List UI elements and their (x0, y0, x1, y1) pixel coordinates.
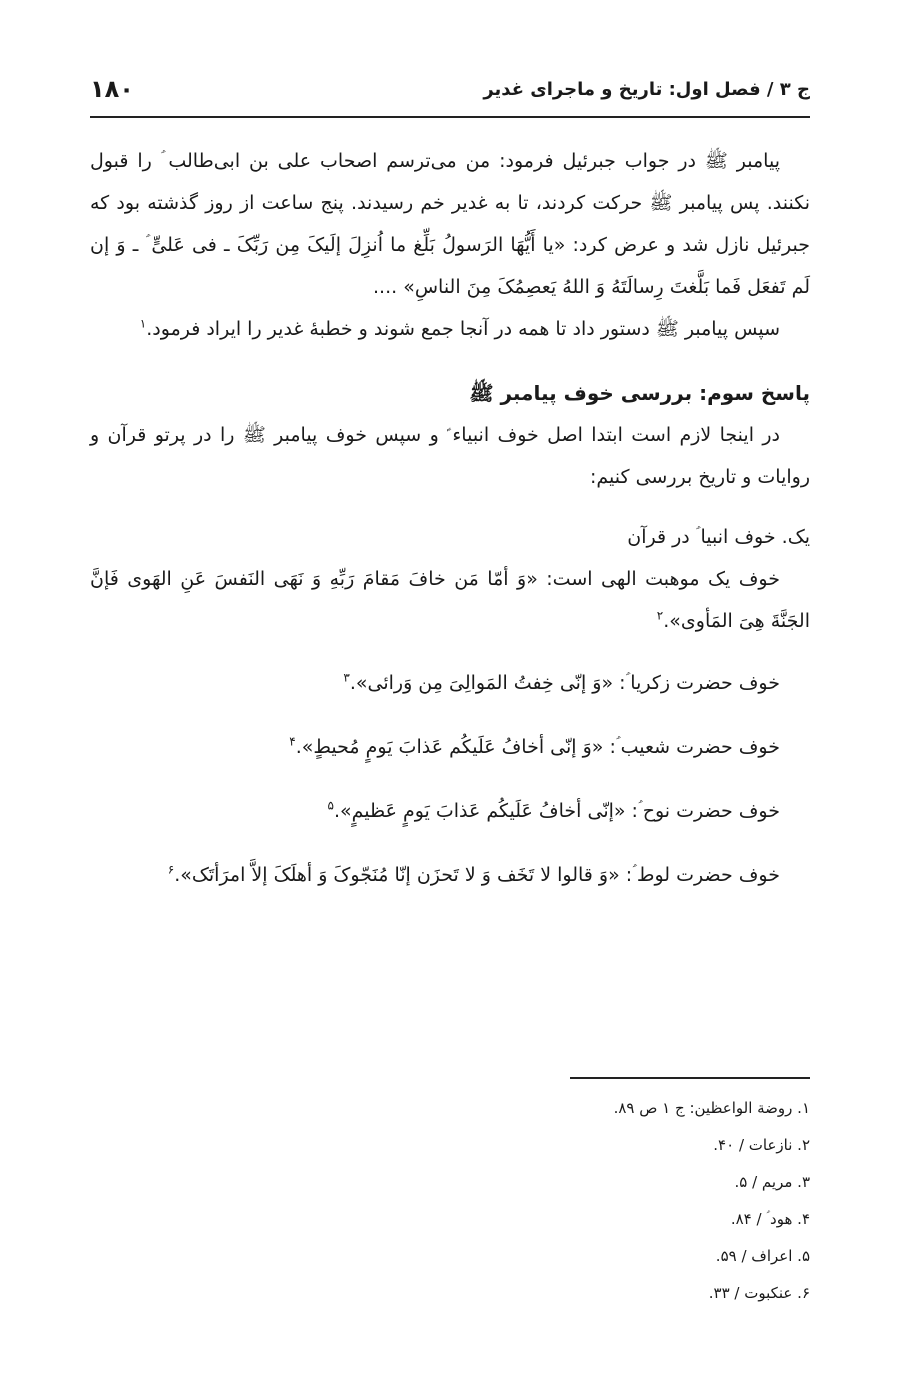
footnote-item: ۱. روضة الواعظین: ج ۱ ص ۸۹. (613, 1099, 810, 1117)
paragraph-3: در اینجا لازم است ابتدا اصل خوف انبیاء ؑ و سپس خوف پیامبر ﷺ را در پرتو قرآن و روایات و تاریخ بررسی کنیم: (90, 424, 810, 488)
page-number: ۱۸۰ (90, 75, 134, 103)
paragraph-1-text: پیامبر ﷺ در جواب جبرئیل فرمود: من می‌ترسم اصحاب علی بن ابی‌طالب ؑ را قبول نکنند. پس پیامبر ﷺ حرکت کردند، تا به غدیر خم رسیدند. پنج ساعت از روز گذشته بود که جبرئیل نازل شد و عرض کرد: «یا أَیُّهَا الرَسولُ بَلِّغ ما اُنزِلَ إلَیکَ مِن رَبِّکَ ـ فی عَلیٍّ ؑ ـ وَ إن لَم تَفعَل فَما بَلَّغتَ رِسالَتَهُ وَ اللهُ یَعصِمُکَ مِنَ الناسِ» .... (90, 150, 810, 298)
paragraph-2-text: سپس پیامبر ﷺ دستور داد تا همه در آنجا جمع شوند و خطبهٔ غدیر را ایراد فرمود. (146, 318, 780, 340)
paragraph-4-text: خوف یک موهبت الهی است: «وَ أمّا مَن خافَ مَقامَ رَبِّهِ وَ نَهَی النَفسَ عَنِ الهَوی فَإنَّ الجَنَّةَ هِیَ المَأوی». (90, 568, 810, 632)
verse-zakariya-text: خوف حضرت زکریا ؑ: «وَ إنّی خِفتُ المَوالِیَ مِن وَرائی». (349, 672, 780, 694)
verse-nuh (90, 790, 810, 832)
verse-lut-text: خوف حضرت لوط ؑ: «وَ قالوا لا تَخَف وَ لا تَحزَن إنّا مُنَجّوکَ وَ أهلَکَ إلاَّ امرَأتَک». (174, 864, 780, 886)
paragraph-1 (90, 140, 810, 308)
main-text (90, 140, 810, 896)
footnote-ref[interactable]: ۳ (343, 670, 350, 685)
paragraph-4 (90, 558, 810, 642)
verse-lut (90, 854, 810, 896)
footnote-item: ۳. مریم / ۵. (734, 1173, 810, 1191)
footnote-ref[interactable]: ۱ (139, 316, 147, 331)
running-title: ج ۳ / فصل اول: تاریخ و ماجرای غدیر (483, 78, 810, 100)
footnote-item: ۲. نازعات / ۴۰. (713, 1136, 810, 1154)
footnote-item: ۵. اعراف / ۵۹. (715, 1247, 810, 1265)
footnote-divider (570, 1077, 810, 1079)
verse-shuayb-text: خوف حضرت شعیب ؑ: «وَ إنّی أخافُ عَلَیکُم عَذابَ یَومٍ مُحیطٍ». (295, 736, 780, 758)
verse-shuayb (90, 726, 810, 768)
page-header (90, 70, 810, 108)
verse-nuh-text: خوف حضرت نوح ؑ: «إنّی أخافُ عَلَیکُم عَذابَ یَومٍ عَظیمٍ». (333, 800, 780, 822)
footnote-ref[interactable]: ۴ (289, 734, 296, 749)
header-divider (90, 116, 810, 118)
footnote-item: ۶. عنکبوت / ۳۳. (708, 1284, 810, 1302)
footnote-ref[interactable]: ۶ (167, 862, 175, 877)
footnote-ref[interactable]: ۲ (656, 608, 664, 623)
paragraph-2 (90, 308, 810, 350)
footnotes-list (410, 1090, 810, 1312)
footnote-ref[interactable]: ۵ (327, 798, 334, 813)
section-heading: پاسخ سوم: بررسی خوف پیامبر ﷺ (469, 381, 810, 405)
verse-zakariya (90, 662, 810, 704)
subheading: یک. خوف انبیا ؑ در قرآن (627, 526, 810, 548)
footnote-item: ۴. هود ؑ / ۸۴. (730, 1210, 810, 1228)
